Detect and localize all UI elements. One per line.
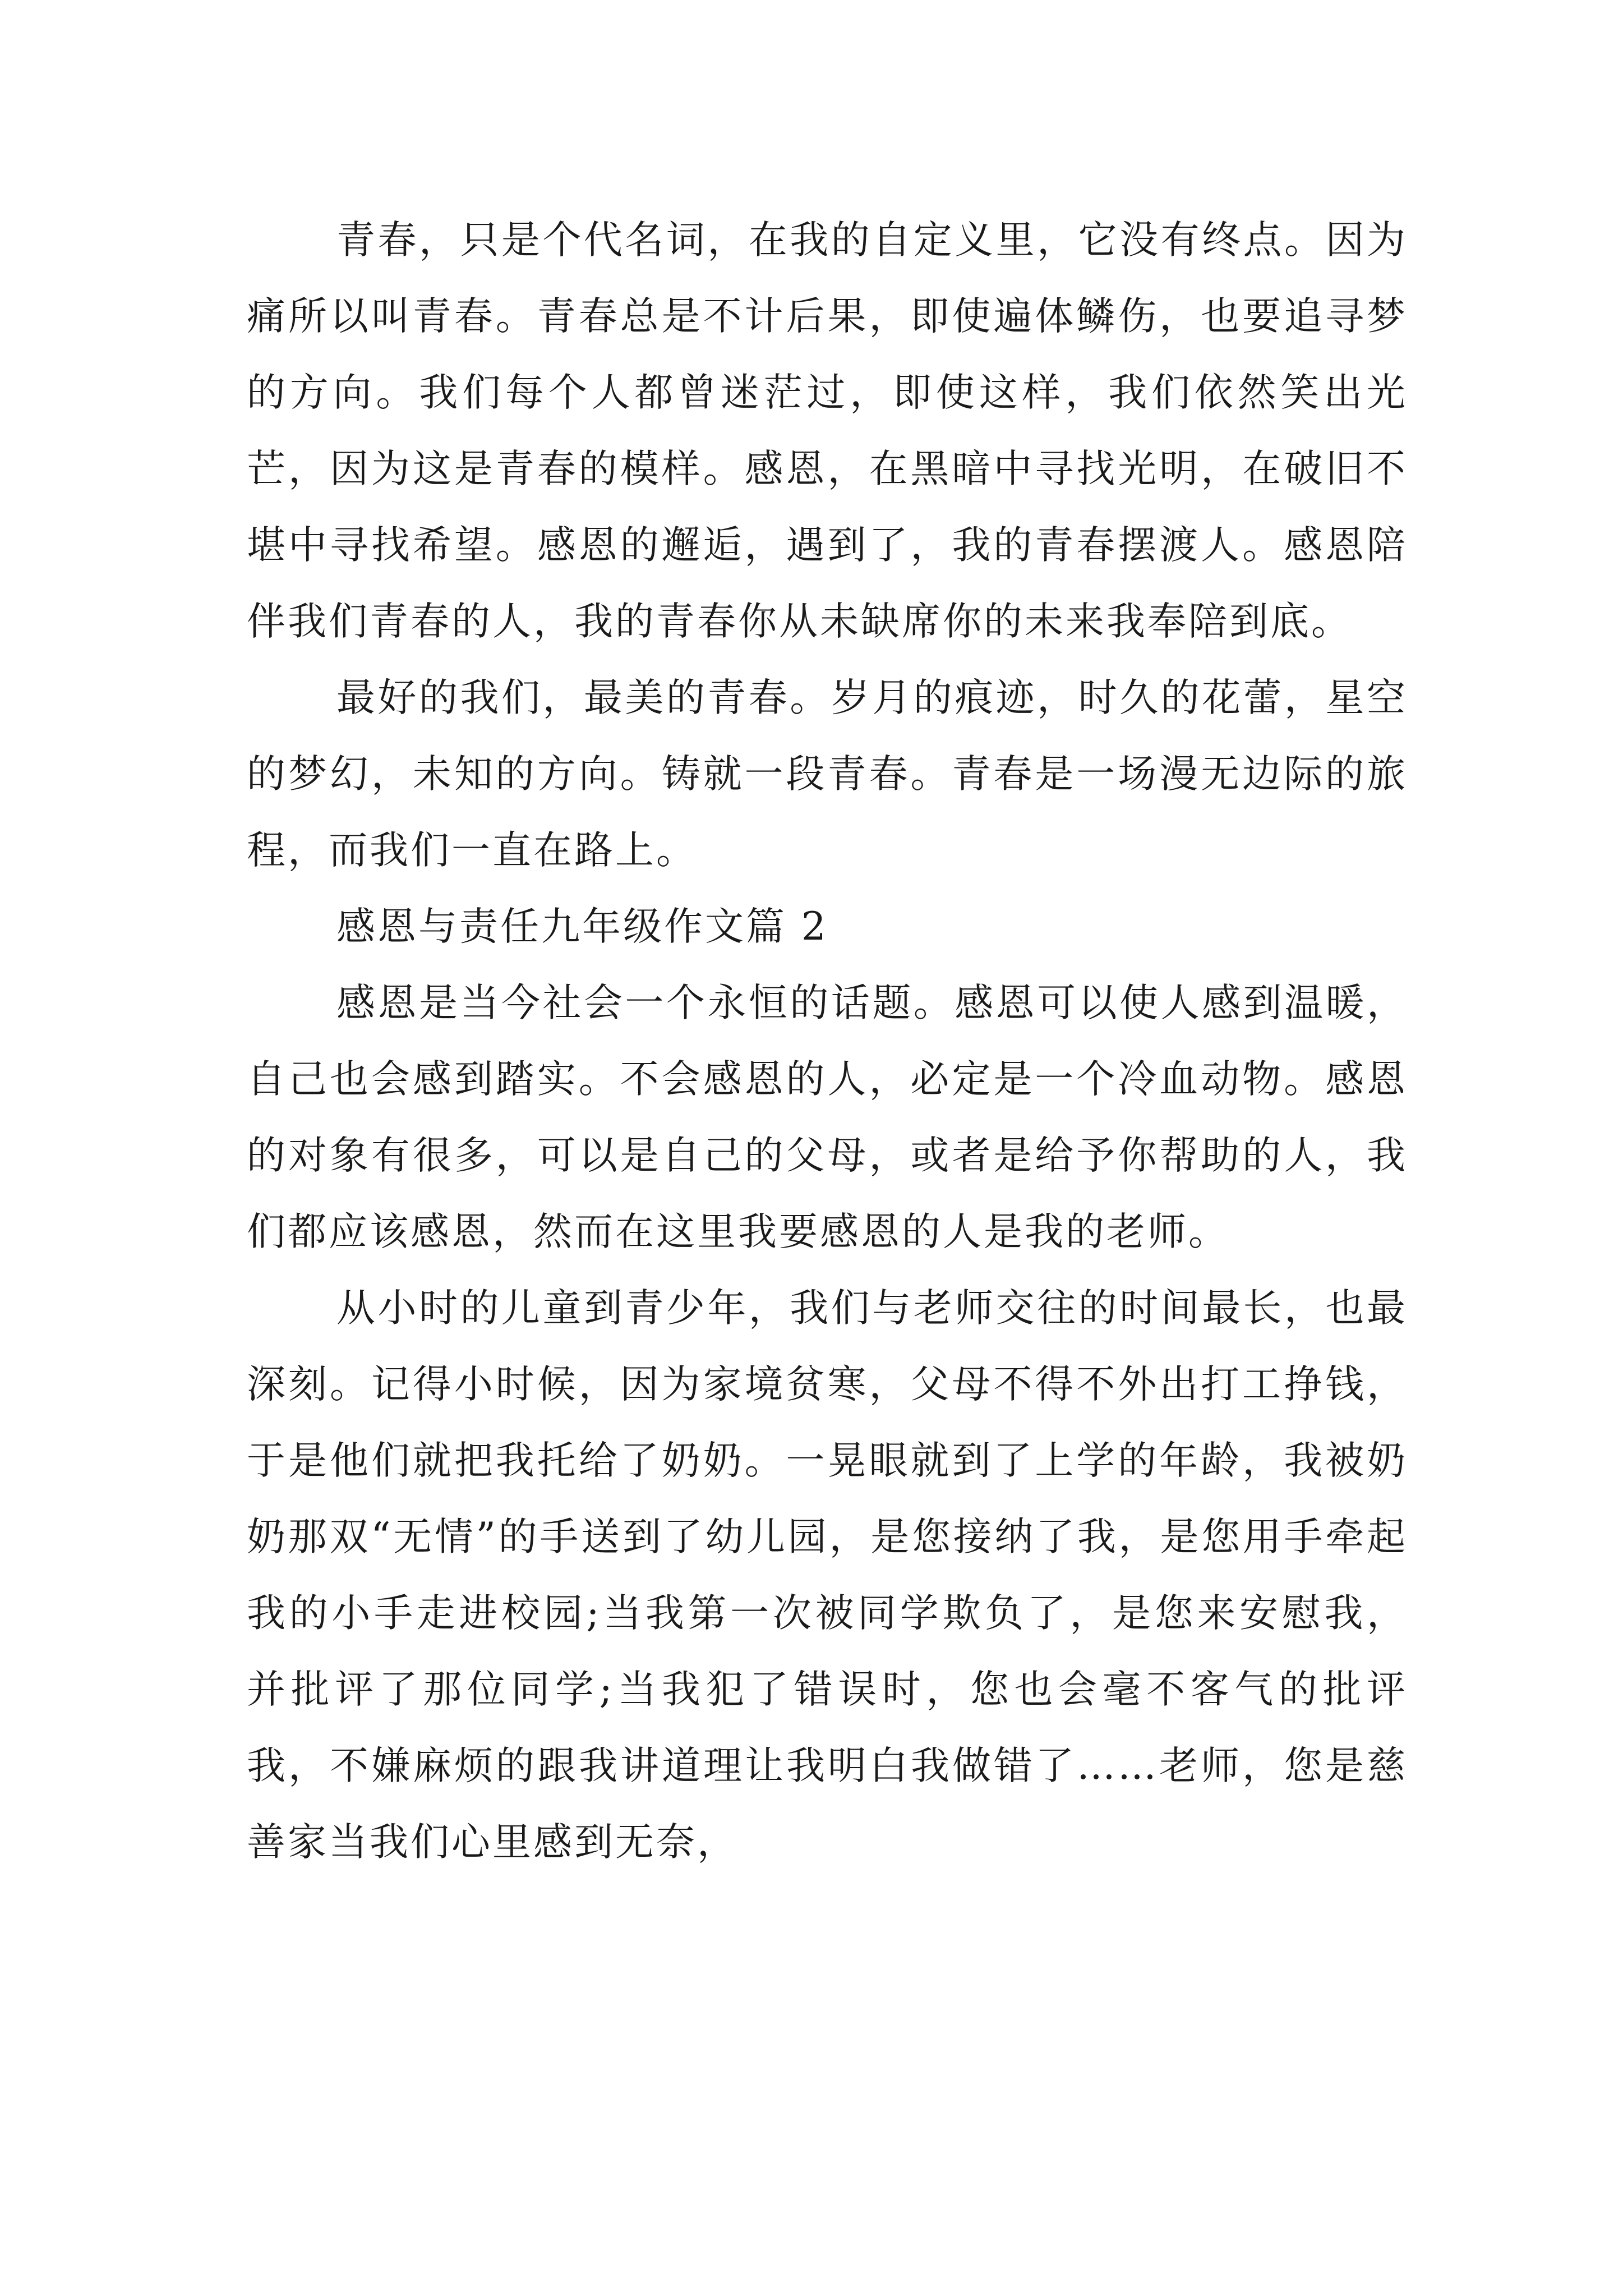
document-body [247, 202, 1408, 1880]
paragraph-3: 感恩是当今社会一个永恒的话题。感恩可以使人感到温暖，自己也会感到踏实。不会感恩的人，必定是一个冷血动物。感恩的对象有很多，可以是自己的父母，或者是给予你帮助的人，我们都应该感恩，然而在这里我要感恩的人是我的老师。 [247, 981, 1408, 1254]
paragraph-4: 从小时的儿童到青少年，我们与老师交往的时间最长，也最深刻。记得小时候，因为家境贫寒，父母不得不外出打工挣钱，于是他们就把我托给了奶奶。一晃眼就到了上学的年龄，我被奶奶那双“无情”的手送到了幼儿园，是您接纳了我，是您用手牵起我的小手走进校园;当我第一次被同学欺负了，是您来安慰我，并批评了那位同学;当我犯了错误时，您也会毫不客气的批评我，不嫌麻烦的跟我讲道理让我明白我做错了……老师，您是慈善家当我们心里感到无奈， [247, 1286, 1408, 1865]
section-heading: 感恩与责任九年级作文篇 2 [336, 904, 828, 949]
paragraph-2: 最好的我们，最美的青春。岁月的痕迹，时久的花蕾，星空的梦幻，未知的方向。铸就一段青春。青春是一场漫无边际的旅程，而我们一直在路上。 [247, 675, 1408, 873]
paragraph-1: 青春，只是个代名词，在我的自定义里，它没有终点。因为痛所以叫青春。青春总是不计后果，即使遍体鳞伤，也要追寻梦的方向。我们每个人都曾迷茫过，即使这样，我们依然笑出光芒，因为这是青春的模样。感恩，在黑暗中寻找光明，在破旧不堪中寻找希望。感恩的邂逅，遇到了，我的青春摆渡人。感恩陪伴我们青春的人，我的青春你从未缺席你的未来我奉陪到底。 [247, 218, 1408, 644]
